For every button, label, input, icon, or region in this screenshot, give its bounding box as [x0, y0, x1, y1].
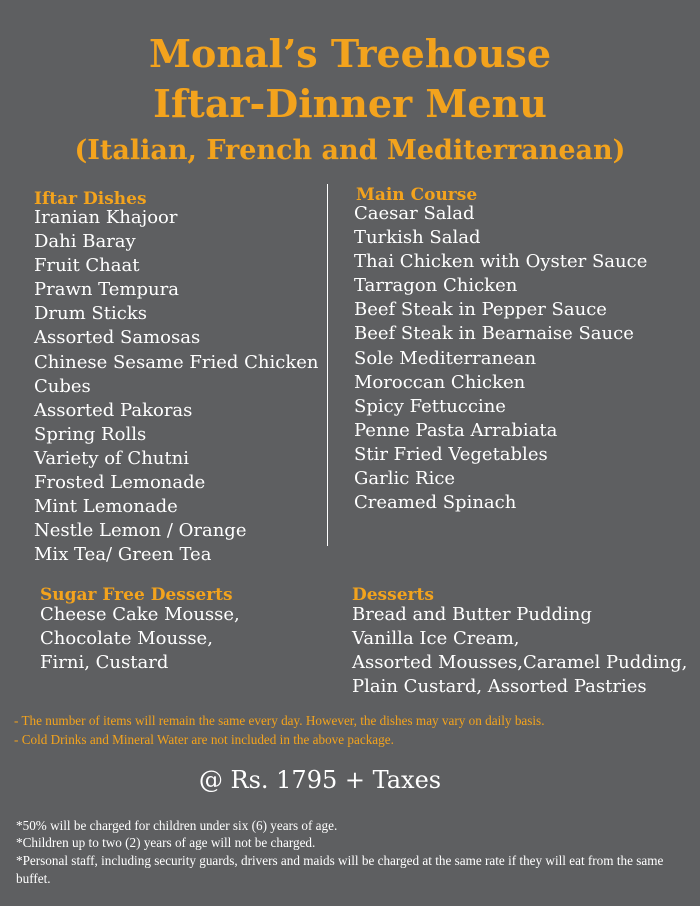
iftar-dishes-heading: Iftar Dishes — [34, 189, 147, 209]
main-course-item: Tarragon Chicken — [354, 275, 518, 297]
desserts-list — [352, 603, 687, 699]
iftar-dish-item: Fruit Chaat — [34, 255, 140, 277]
iftar-dish-item: Mix Tea/ Green Tea — [34, 544, 212, 566]
main-course-heading: Main Course — [356, 185, 478, 205]
desserts-heading: Desserts — [352, 585, 434, 605]
column-divider — [327, 184, 328, 546]
iftar-dish-item: Chinese Sesame Fried Chicken — [34, 351, 319, 373]
fineprint-personal-staff: *Personal staff, including security guards, drivers and maids will be charged at the same rate if they will eat from the same buffet. — [16, 853, 664, 886]
iftar-dish-item: Cubes — [34, 375, 91, 397]
sugar-free-dessert-item: Chocolate Mousse, — [40, 628, 213, 650]
dessert-item: Assorted Mousses,Caramel Pudding, — [352, 652, 688, 674]
iftar-dishes-list — [34, 206, 318, 567]
main-course-item: Beef Steak in Bearnaise Sauce — [354, 323, 634, 345]
iftar-dish-item: Assorted Pakoras — [34, 399, 193, 421]
main-course-item: Thai Chicken with Oyster Sauce — [354, 251, 648, 273]
restaurant-title: Monal’s Treehouse — [148, 31, 551, 76]
fineprint-under-six: *50% will be charged for children under six (6) years of age. — [16, 818, 338, 833]
main-course-item: Penne Pasta Arrabiata — [354, 419, 558, 441]
dessert-item: Plain Custard, Assorted Pastries — [352, 676, 647, 698]
iftar-dish-item: Assorted Samosas — [34, 327, 201, 349]
iftar-dish-item: Prawn Tempura — [34, 279, 179, 301]
iftar-dish-item: Spring Rolls — [34, 423, 147, 445]
sugar-free-dessert-item: Cheese Cake Mousse, — [40, 604, 240, 625]
note-daily-variation: - The number of items will remain the same every day. However, the dishes may vary on daily basis. — [14, 713, 545, 728]
note-drinks-excluded: - Cold Drinks and Mineral Water are not included in the above package. — [14, 732, 394, 747]
sugar-free-desserts-list — [40, 603, 240, 675]
main-course-item: Garlic Rice — [354, 468, 456, 490]
sugar-free-dessert-item: Firni, Custard — [40, 652, 169, 674]
iftar-dish-item: Nestle Lemon / Orange — [34, 520, 247, 542]
dessert-item: Bread and Butter Pudding — [352, 604, 592, 625]
iftar-dish-item: Variety of Chutni — [34, 447, 189, 469]
dessert-item: Vanilla Ice Cream, — [352, 628, 520, 650]
cuisine-subtitle: (Italian, French and Mediterranean) — [74, 135, 626, 166]
main-course-item: Spicy Fettuccine — [354, 395, 506, 417]
fineprint-under-two: *Children up to two (2) years of age will not be charged. — [16, 835, 316, 850]
price: @ Rs. 1795 + Taxes — [198, 766, 442, 794]
iftar-dish-item: Dahi Baray — [34, 231, 136, 253]
iftar-dish-item: Mint Lemonade — [34, 496, 178, 518]
main-course-item: Stir Fried Vegetables — [354, 443, 548, 465]
main-course-list — [354, 202, 647, 515]
main-course-item: Turkish Salad — [354, 227, 481, 249]
main-course-item: Moroccan Chicken — [354, 371, 526, 393]
iftar-dish-item: Drum Sticks — [34, 303, 147, 325]
iftar-dish-item: Iranian Khajoor — [34, 207, 178, 228]
main-course-item: Creamed Spinach — [354, 492, 517, 514]
main-course-item: Sole Mediterranean — [354, 347, 537, 369]
sugar-free-desserts-heading: Sugar Free Desserts — [40, 585, 233, 605]
menu-title: Iftar-Dinner Menu — [153, 81, 547, 126]
main-course-item: Caesar Salad — [354, 203, 475, 224]
iftar-dish-item: Frosted Lemonade — [34, 472, 206, 494]
main-course-item: Beef Steak in Pepper Sauce — [354, 299, 607, 321]
